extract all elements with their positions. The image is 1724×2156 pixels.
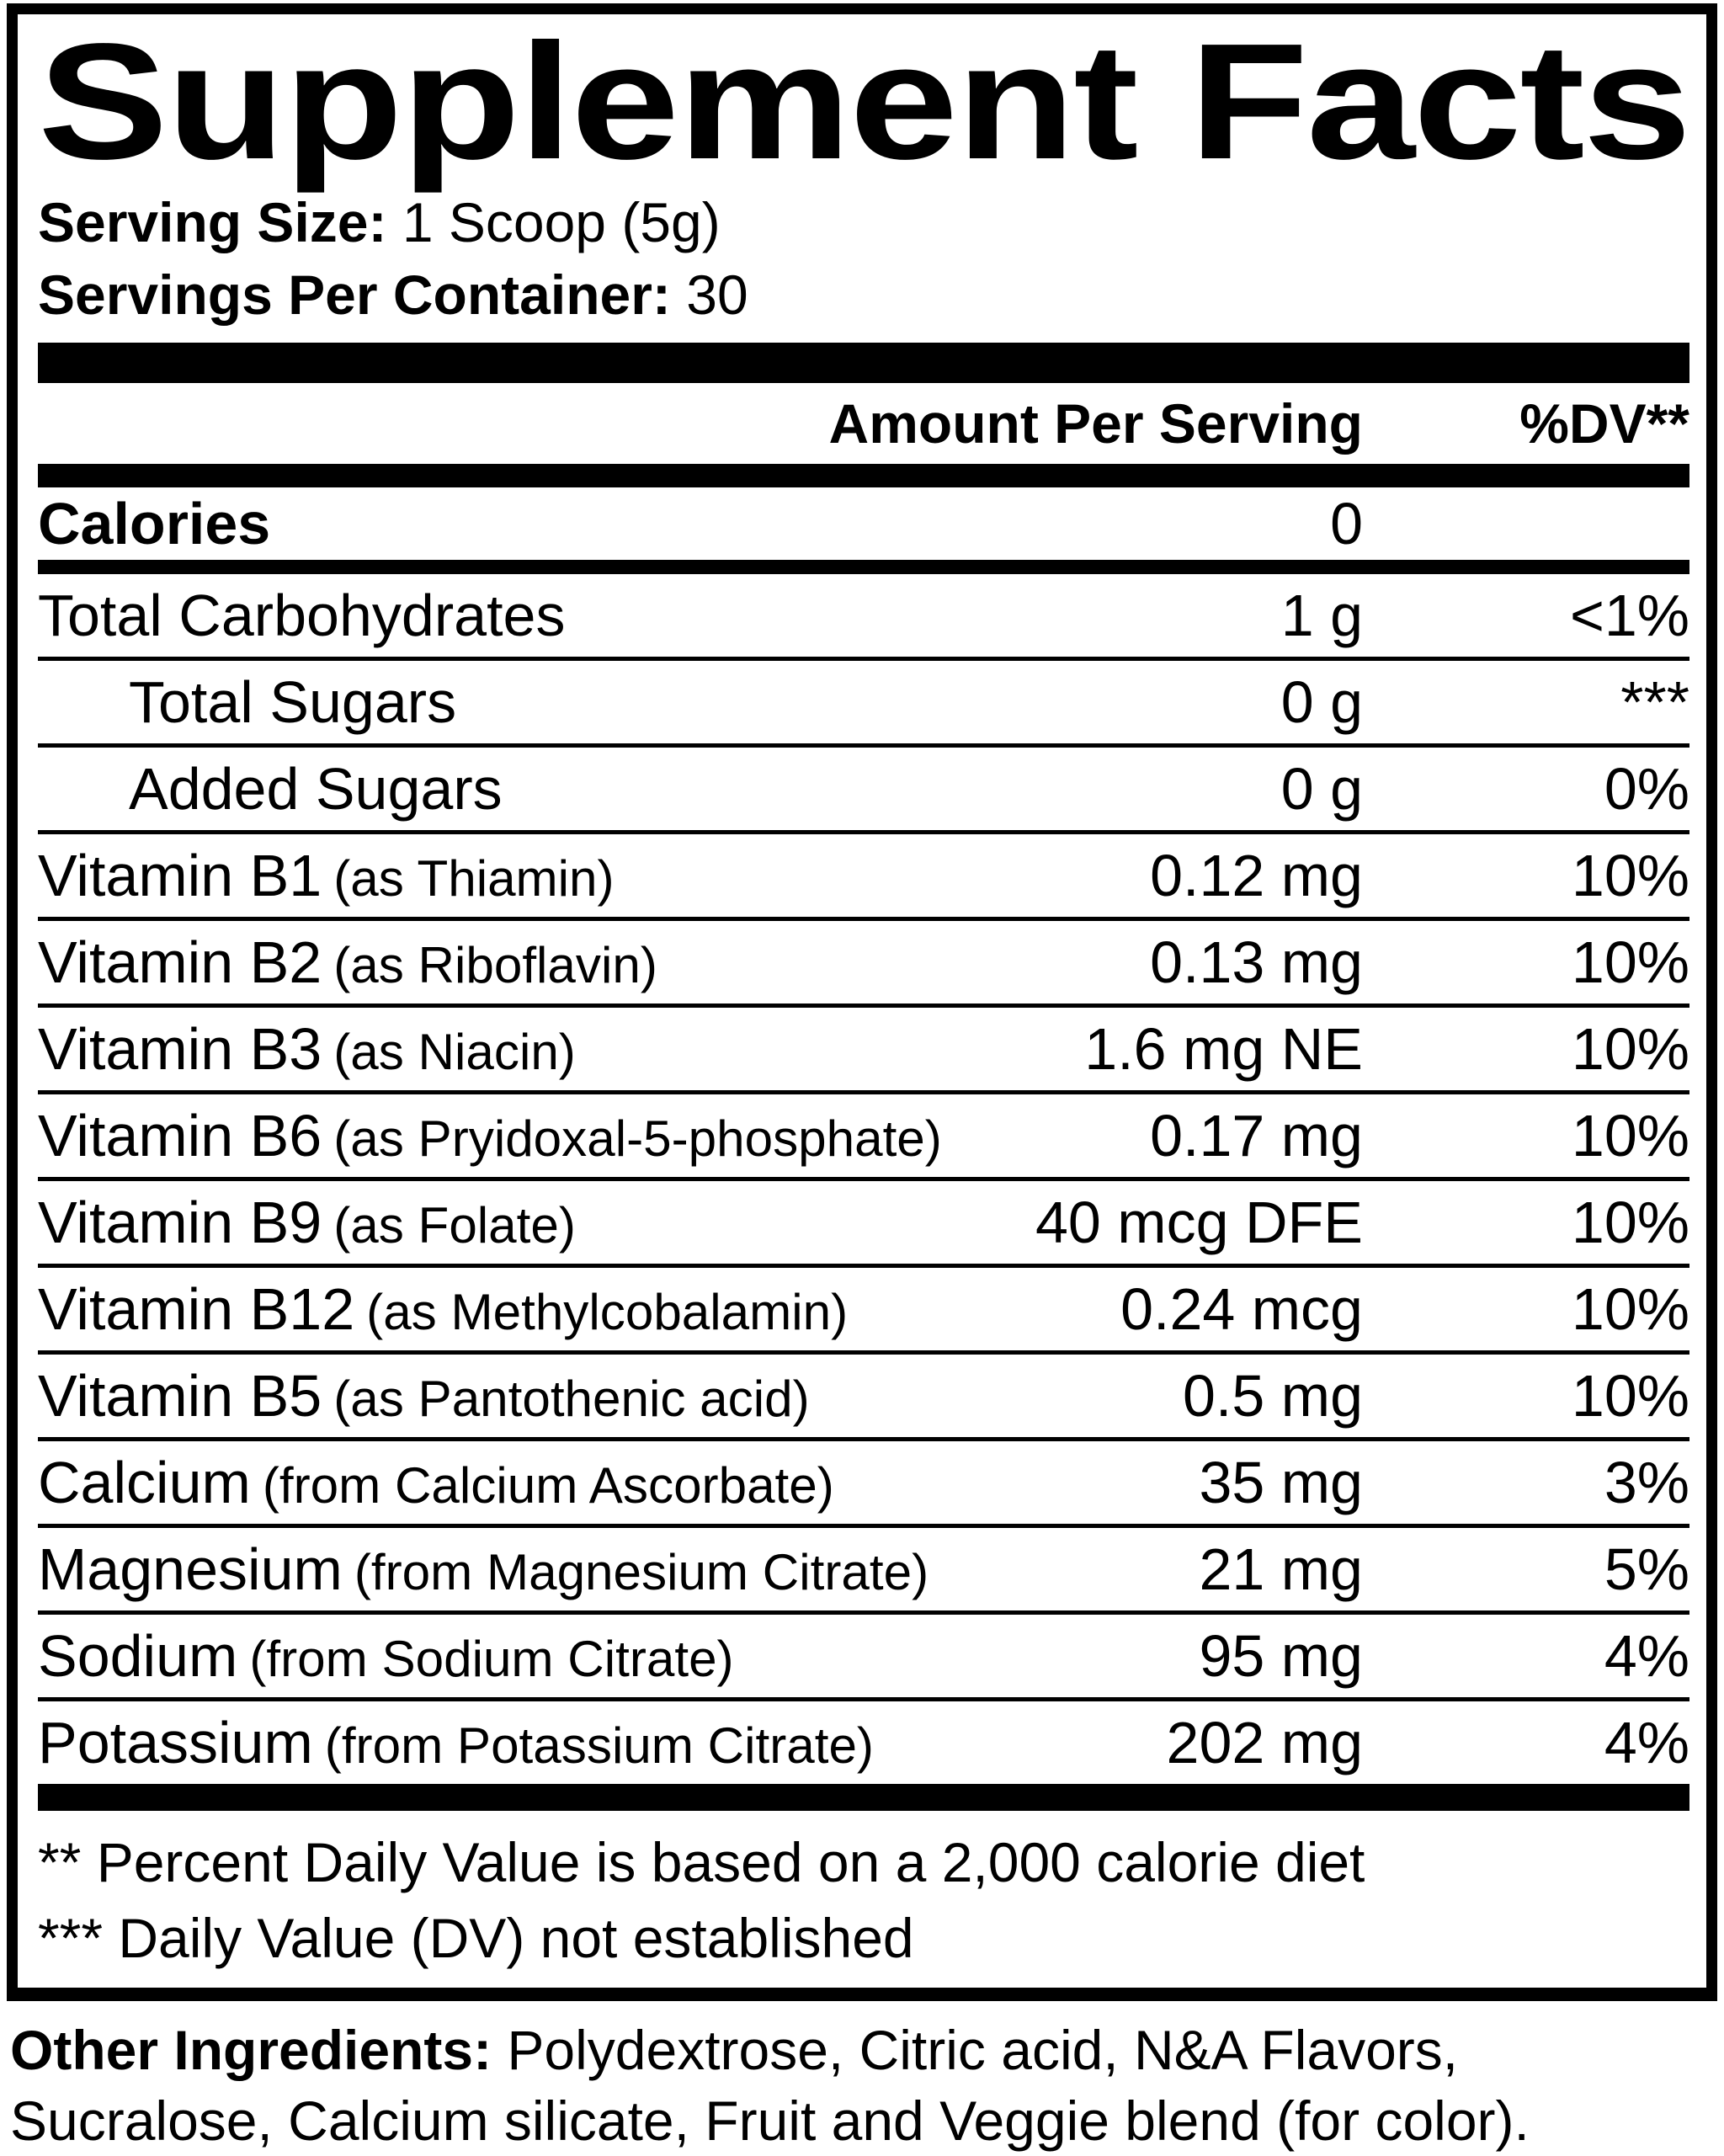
nutrient-dv: 10% <box>1571 843 1689 908</box>
nutrient-amount: 0.5 mg <box>1183 1363 1363 1429</box>
thick-divider-bottom <box>38 1784 1689 1811</box>
nutrient-dv: 5% <box>1604 1536 1689 1602</box>
nutrient-row-vitamin-b2 <box>38 917 1689 1003</box>
nutrient-row-calcium <box>38 1437 1689 1524</box>
nutrient-name: Vitamin B1 (as Thiamin) <box>38 843 615 908</box>
nutrient-name: Vitamin B9 (as Folate) <box>38 1190 576 1255</box>
nutrient-name: Vitamin B12 (as Methylcobalamin) <box>38 1276 849 1342</box>
servings-per-container-label: Servings Per Container: <box>38 264 671 326</box>
nutrient-dv: 10% <box>1571 1363 1689 1429</box>
nutrient-dv: 10% <box>1571 929 1689 995</box>
other-ingredients-label: Other Ingredients: <box>10 2019 492 2081</box>
nutrient-dv: 10% <box>1571 1190 1689 1255</box>
calories-label: Calories <box>38 491 271 556</box>
nutrient-row-total-sugars <box>38 657 1689 743</box>
nutrient-amount: 0.13 mg <box>1150 929 1363 995</box>
other-ingredients-line1 <box>10 2015 1716 2085</box>
nutrient-row-sodium <box>38 1610 1689 1697</box>
nutrient-name: Potassium (from Potassium Citrate) <box>38 1710 874 1775</box>
nutrient-amount: 95 mg <box>1199 1623 1363 1689</box>
nutrient-dv: *** <box>1620 669 1689 735</box>
panel-title: Supplement Facts <box>38 9 1690 194</box>
nutrient-dv: 4% <box>1604 1623 1689 1689</box>
nutrient-dv: 10% <box>1571 1276 1689 1342</box>
nutrient-name: Vitamin B5 (as Pantothenic acid) <box>38 1363 810 1429</box>
nutrient-name: Vitamin B2 (as Riboflavin) <box>38 929 657 995</box>
nutrient-row-vitamin-b5 <box>38 1350 1689 1437</box>
other-ingredients-text-1: Polydextrose, Citric acid, N&A Flavors, <box>507 2019 1459 2081</box>
nutrient-row-vitamin-b12 <box>38 1264 1689 1350</box>
other-ingredients-text-2: Sucralose, Calcium silicate, Fruit and Veggie blend (for color). <box>10 2089 1530 2152</box>
footnote-dv-not-established: *** Daily Value (DV) not established <box>38 1907 914 1969</box>
nutrient-amount: 1 g <box>1280 583 1363 648</box>
servings-per-container-line <box>38 258 1689 331</box>
nutrient-amount: 40 mcg DFE <box>1035 1190 1363 1255</box>
nutrient-amount: 0 g <box>1280 669 1363 735</box>
divider-below-calories <box>38 560 1689 574</box>
nutrient-name: Vitamin B3 (as Niacin) <box>38 1016 576 1082</box>
nutrient-dv: 0% <box>1604 756 1689 822</box>
nutrient-name: Sodium (from Sodium Citrate) <box>38 1623 734 1689</box>
serving-size-line <box>38 186 1689 258</box>
nutrient-row-potassium <box>38 1697 1689 1784</box>
nutrient-dv: 10% <box>1571 1016 1689 1082</box>
amount-per-serving-header: Amount Per Serving <box>828 392 1363 455</box>
nutrient-name: Total Carbohydrates <box>38 583 566 648</box>
other-ingredients <box>10 2015 1716 2156</box>
nutrient-amount: 0.12 mg <box>1150 843 1363 908</box>
calories-row <box>38 487 1689 560</box>
nutrient-amount: 1.6 mg NE <box>1084 1016 1363 1082</box>
nutrient-amount: 202 mg <box>1166 1710 1363 1775</box>
nutrient-table <box>38 574 1689 1784</box>
serving-size-value: 1 Scoop (5g) <box>402 191 721 253</box>
nutrient-dv: 10% <box>1571 1103 1689 1168</box>
nutrient-row-vitamin-b9 <box>38 1177 1689 1264</box>
thick-divider-top <box>38 343 1689 383</box>
nutrient-amount: 0 g <box>1280 756 1363 822</box>
calories-amount: 0 <box>1330 491 1363 556</box>
nutrient-name: Vitamin B6 (as Pryidoxal-5-phosphate) <box>38 1103 942 1168</box>
nutrient-amount: 0.17 mg <box>1150 1103 1363 1168</box>
nutrient-row-vitamin-b1 <box>38 830 1689 917</box>
divider-below-header <box>38 464 1689 487</box>
servings-per-container-value: 30 <box>686 264 748 326</box>
supplement-facts-panel <box>7 3 1717 2001</box>
nutrient-name: Total Sugars <box>129 669 457 735</box>
nutrient-amount: 0.24 mcg <box>1120 1276 1363 1342</box>
nutrient-row-vitamin-b3 <box>38 1003 1689 1090</box>
serving-size-label: Serving Size: <box>38 191 387 253</box>
dv-header: %DV** <box>1519 392 1689 455</box>
footnote-percent-dv: ** Percent Daily Value is based on a 2,000 calorie diet <box>38 1831 1365 1893</box>
nutrient-row-added-sugars <box>38 743 1689 830</box>
nutrient-row-total-carbohydrates <box>38 574 1689 657</box>
nutrient-row-magnesium <box>38 1524 1689 1610</box>
nutrient-dv: 3% <box>1604 1450 1689 1515</box>
column-header-row <box>38 383 1689 464</box>
panel-title-row <box>38 9 1690 194</box>
nutrient-amount: 35 mg <box>1199 1450 1363 1515</box>
nutrient-dv: <1% <box>1569 583 1689 648</box>
nutrient-name: Added Sugars <box>129 756 503 822</box>
footnotes <box>38 1811 1689 1976</box>
nutrient-dv: 4% <box>1604 1710 1689 1775</box>
nutrient-row-vitamin-b6 <box>38 1090 1689 1177</box>
nutrient-amount: 21 mg <box>1199 1536 1363 1602</box>
nutrient-name: Magnesium (from Magnesium Citrate) <box>38 1536 929 1602</box>
nutrient-name: Calcium (from Calcium Ascorbate) <box>38 1450 834 1515</box>
